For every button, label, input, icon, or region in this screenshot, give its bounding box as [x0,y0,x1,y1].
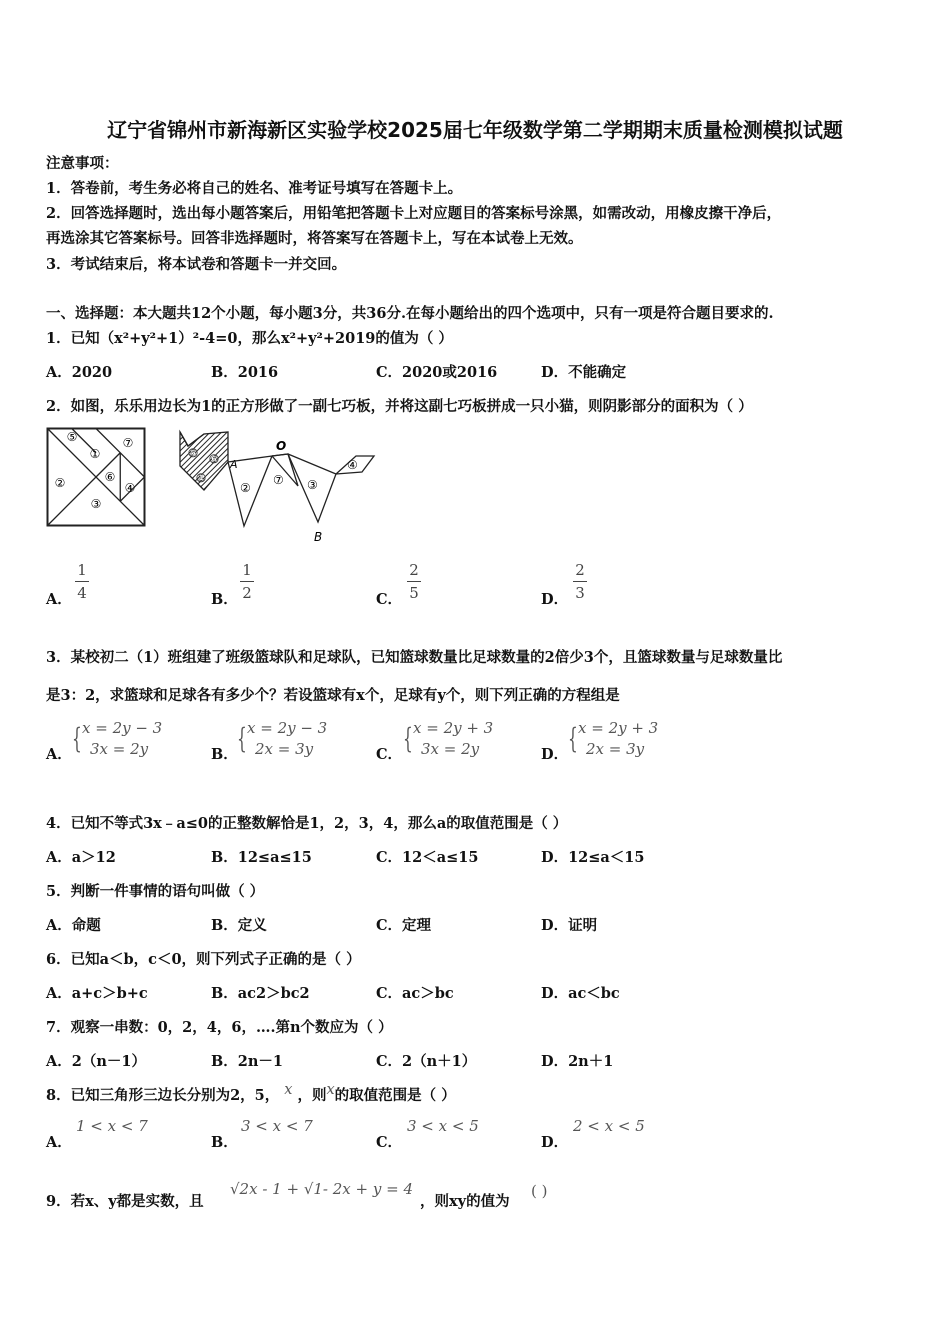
question-number: 7． [46,1019,71,1036]
question-text-part-3: 的取值范围是（ ） [334,1087,456,1104]
q8-option-c-letter[interactable]: C． [376,1134,403,1151]
q7-option-b[interactable]: B．2n－1 [211,1053,283,1070]
notice-item-2-cont: 再选涂其它答案标号。回答非选择题时，将答案写在答题卡上，写在本试卷上无效。 [46,230,583,247]
equation-2: 3x = 2y [421,740,480,758]
question-number: 5． [46,883,71,900]
notice-item-3: 3．考试结束后，将本试卷和答题卡一并交回。 [46,256,347,273]
numerator: 1 [77,561,87,579]
q2-option-b-letter[interactable]: B． [211,591,238,608]
point-b-label: B [314,530,323,544]
equation-1: x = 2y − 3 [82,719,163,737]
cat-label-5: ⑤ [188,446,199,460]
point-a-label: A [230,458,238,471]
q5-option-c[interactable]: C．定理 [376,917,432,934]
q8-option-b-letter[interactable]: B． [211,1134,238,1151]
q3-option-a-letter[interactable]: A． [46,746,72,763]
equation-1: x = 2y + 3 [578,719,659,737]
q9-answer-blank: ( ) [531,1182,548,1200]
q3-option-b-system: { x = 2y − 3 2x = 3y [237,719,328,758]
q8-option-d-range: 2 < x < 5 [573,1117,645,1135]
question-number: 6． [46,951,71,968]
q2-option-d-fraction [573,561,587,602]
numerator: 1 [242,561,252,579]
question-6 [46,948,361,969]
question-text-part-2: ，则 [297,1087,327,1104]
cat-label-4: ④ [347,458,358,472]
numerator: 2 [409,561,419,579]
q3-option-a-system: { x = 2y − 3 3x = 2y [72,719,163,758]
question-number: 2． [46,398,71,415]
notice-item-2: 2．回答选择题时，选出每小题答案后，用铅笔把答题卡上对应题目的答案标号涂黑，如需改动，用橡皮擦干净后， [46,205,782,222]
q1-option-a[interactable]: A．2020 [46,364,113,381]
q7-option-a[interactable]: A．2（n－1） [46,1053,146,1070]
denominator: 5 [409,584,419,602]
q8-option-a-range: 1 < x < 7 [76,1117,148,1135]
piece-label-2: ② [54,476,66,490]
q5-option-b[interactable]: B．定义 [211,917,267,934]
q1-option-c[interactable]: C．2020或2016 [376,364,498,381]
section-heading: 一、选择题：本大题共12个小题，每小题3分，共36分.在每小题给出的四个选项中，只有一项是符合题目要求的. [46,305,774,322]
cat-label-1: ① [196,471,207,485]
q2-option-d-letter[interactable]: D． [541,591,569,608]
question-number: 4． [46,815,71,832]
question-text: 已知不等式3x﹣a≤0的正整数解恰是1，2，3，4，那么a的取值范围是（ ） [70,815,568,832]
piece-label-4: ④ [124,481,136,495]
q8-option-b-range: 3 < x < 7 [241,1117,313,1135]
question-1 [46,327,453,348]
question-text: 如图，乐乐用边长为1的正方形做了一副七巧板，并将这副七巧板拼成一只小猫，则阴影部分的面积为（ ） [70,398,753,415]
q1-option-b[interactable]: B．2016 [211,364,279,381]
question-text: 判断一件事情的语句叫做（ ） [70,883,265,900]
question-text: 观察一串数：0，2，4，6，….第n个数应为（ ） [70,1019,393,1036]
q8-option-c-range: 3 < x < 5 [407,1117,479,1135]
cat-label-3: ③ [307,478,318,492]
cat-label-6: ⑥ [209,452,220,466]
question-8 [46,1084,456,1105]
question-number: 9． [46,1193,71,1210]
q4-option-d[interactable]: D．12≤a＜15 [541,849,645,866]
q8-option-a-letter[interactable]: A． [46,1134,72,1151]
question-5 [46,880,264,901]
equation-2: 3x = 2y [90,740,149,758]
question-number: 1． [46,330,71,347]
question-number: 8． [46,1087,71,1104]
q2-option-a-letter[interactable]: A． [46,591,72,608]
equation-2: 2x = 3y [586,740,645,758]
piece-label-6: ⑥ [104,470,116,484]
equation-1: x = 2y − 3 [247,719,328,737]
denominator: 2 [242,584,252,602]
question-3-line-2: 是3：2，求篮球和足球各有多少个？若设篮球有x个，足球有y个，则下列正确的方程组是 [46,687,620,704]
q3-option-c-letter[interactable]: C． [376,746,403,763]
q2-option-c-fraction [407,561,421,602]
piece-label-3: ③ [90,497,102,511]
q6-option-c[interactable]: C．ac＞bc [376,985,454,1002]
q6-option-a[interactable]: A．a+c＞b+c [46,985,148,1002]
question-2 [46,395,753,416]
cat-label-2: ② [240,481,251,495]
piece-label-7: ⑦ [122,436,134,450]
notice-heading: 注意事项： [46,155,119,172]
point-o-label: O [276,439,287,453]
q4-option-b[interactable]: B．12≤a≤15 [211,849,312,866]
question-text: 某校初二（1）班组建了班级篮球队和足球队，已知篮球数量比足球数量的2倍少3个，且篮球数量与足球数量比 [70,649,783,666]
question-3-line-1 [46,646,782,667]
q3-option-b-letter[interactable]: B． [211,746,238,763]
q2-option-b-fraction [240,561,254,602]
q3-option-c-system: { x = 2y + 3 3x = 2y [403,719,494,758]
question-text-part-1: 若x、y都是实数，且 [70,1193,204,1210]
q4-option-a[interactable]: A．a＞12 [46,849,116,866]
q1-option-d[interactable]: D．不能确定 [541,364,627,381]
q2-option-a-fraction [75,561,89,602]
question-text: 已知（x²+y²+1）²-4=0，那么x²+y²+2019的值为（ ） [70,330,453,347]
piece-label-1: ① [89,447,101,461]
q6-option-b[interactable]: B．ac2＞bc2 [211,985,310,1002]
q6-option-d[interactable]: D．ac＜bc [541,985,620,1002]
piece-label-5: ⑤ [66,430,78,444]
q5-option-a[interactable]: A．命题 [46,917,101,934]
variable-x: x [284,1082,293,1098]
q9-equation: √2x - 1 + √1- 2x + y = 4 [230,1180,413,1198]
equation-2: 2x = 3y [255,740,314,758]
q7-option-c[interactable]: C．2（n＋1） [376,1053,477,1070]
question-9 [46,1190,204,1211]
question-7 [46,1016,393,1037]
cat-label-7: ⑦ [273,473,284,487]
denominator: 4 [77,584,87,602]
notice-item-1: 1．答卷前，考生务必将自己的姓名、准考证号填写在答题卡上。 [46,180,463,197]
q8-option-d-letter[interactable]: D． [541,1134,569,1151]
question-number: 3． [46,649,71,666]
q2-option-c-letter[interactable]: C． [376,591,403,608]
q3-option-d-letter[interactable]: D． [541,746,569,763]
page-title: 辽宁省锦州市新海新区实验学校2025届七年级数学第二学期期末质量检测模拟试题 [107,118,843,142]
question-4 [46,812,567,833]
question-text: 已知a＜b，c＜0，则下列式子正确的是（ ） [70,951,361,968]
q4-option-c[interactable]: C．12＜a≤15 [376,849,479,866]
q5-option-d[interactable]: D．证明 [541,917,598,934]
q3-option-d-system: { x = 2y + 3 2x = 3y [568,719,659,758]
tangram-cat-figure [176,426,381,546]
denominator: 3 [575,584,585,602]
variable-x: x [326,1082,335,1098]
q7-option-d[interactable]: D．2n＋1 [541,1053,614,1070]
q9-text-part-2: ，则xy的值为 [420,1193,510,1210]
tangram-square-figure [46,427,146,527]
numerator: 2 [575,561,585,579]
equation-1: x = 2y + 3 [413,719,494,737]
question-text-part-1: 已知三角形三边长分别为2，5， [70,1087,280,1104]
